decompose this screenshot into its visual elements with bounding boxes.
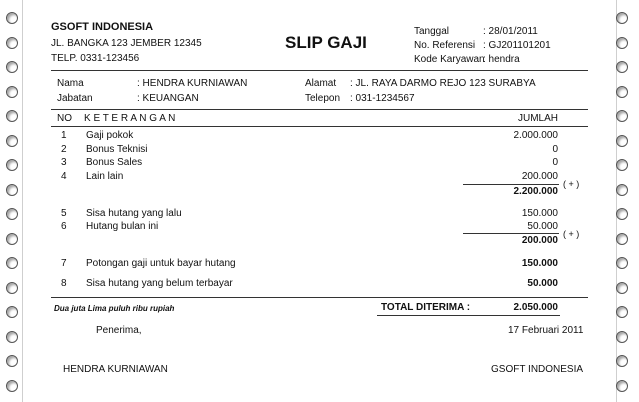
perforation-hole — [616, 135, 628, 147]
receiver-label: Penerima, — [96, 325, 142, 336]
employee-address-label: Alamat — [305, 78, 337, 89]
row-amount: 2.000.000 — [513, 130, 558, 141]
employee-name-label: Nama — [57, 78, 84, 89]
income-total: 2.200.000 — [513, 186, 558, 197]
company-name: GSOFT INDONESIA — [51, 21, 154, 33]
row-desc: Gaji pokok — [86, 130, 134, 141]
employee-name-value: : HENDRA KURNIAWAN — [137, 78, 248, 89]
perforation-hole — [6, 184, 18, 196]
total-value: 2.050.000 — [513, 302, 558, 313]
perforation-hole — [6, 331, 18, 343]
row-desc: Bonus Teknisi — [86, 144, 148, 155]
perforation-hole — [616, 306, 628, 318]
perforation-hole — [616, 331, 628, 343]
row-desc: Hutang bulan ini — [86, 221, 159, 232]
row-no: 6 — [61, 221, 67, 232]
row-amount: 50.000 — [527, 221, 558, 232]
row-no: 1 — [61, 130, 67, 141]
perforation-hole — [6, 135, 18, 147]
perforation-hole — [616, 208, 628, 220]
col-desc-header: K E T E R A N G A N — [84, 113, 176, 124]
employee-address-value: : JL. RAYA DARMO REJO 123 SURABYA — [350, 78, 536, 89]
row-desc: Lain lain — [86, 171, 124, 182]
plus-sign: ( + ) — [563, 179, 580, 189]
perforation-hole — [6, 380, 18, 392]
row-no: 3 — [61, 157, 67, 168]
total-underline — [377, 315, 560, 316]
deduction-no: 7 — [61, 258, 67, 269]
perforation-hole — [616, 86, 628, 98]
perforation-hole — [6, 37, 18, 49]
debt-total: 200.000 — [521, 235, 558, 246]
meta-employee-code-label: Kode Karyawan — [414, 54, 485, 65]
remaining-desc: Sisa hutang yang belum terbayar — [86, 278, 233, 289]
perforation-hole — [6, 86, 18, 98]
perforation-hole — [616, 355, 628, 367]
perforation-hole — [616, 233, 628, 245]
employee-job-value: : KEUANGAN — [137, 93, 199, 104]
perforation-hole — [616, 110, 628, 122]
perforation-hole — [616, 12, 628, 24]
debt-sum-line — [463, 233, 559, 234]
meta-ref-value: : GJ201101201 — [483, 40, 551, 51]
row-amount: 0 — [552, 144, 558, 155]
perforation-hole — [6, 282, 18, 294]
company-phone: TELP. 0331-123456 — [51, 53, 140, 64]
perforation-hole — [6, 159, 18, 171]
perforation-hole — [6, 61, 18, 73]
employee-job-label: Jabatan — [57, 93, 93, 104]
meta-date-value: : 28/01/2011 — [483, 26, 538, 37]
perforation-hole — [616, 61, 628, 73]
amount-in-words: Dua juta Lima puluh ribu rupiah — [54, 304, 175, 313]
perforation-hole — [6, 306, 18, 318]
perforation-hole — [616, 184, 628, 196]
meta-date-label: Tanggal — [414, 26, 450, 37]
deduction-amount: 150.000 — [521, 258, 558, 269]
perforation-hole — [616, 257, 628, 269]
col-amount-header: JUMLAH — [517, 113, 558, 124]
row-amount: 200.000 — [521, 171, 558, 182]
table-header-line — [51, 126, 588, 127]
perforation-hole — [616, 380, 628, 392]
perforation-hole — [616, 37, 628, 49]
row-amount: 150.000 — [521, 208, 558, 219]
perforation-hole — [6, 110, 18, 122]
perforation-hole — [6, 355, 18, 367]
income-sum-line — [463, 184, 559, 185]
meta-employee-code-value: : hendra — [483, 54, 520, 65]
row-no: 4 — [61, 171, 67, 182]
col-no-header: NO — [57, 113, 72, 124]
row-desc: Sisa hutang yang lalu — [86, 208, 182, 219]
header-divider — [51, 70, 588, 71]
remaining-amount: 50.000 — [527, 278, 558, 289]
perforation-hole — [6, 257, 18, 269]
company-address: JL. BANGKA 123 JEMBER 12345 — [51, 38, 202, 49]
row-no: 5 — [61, 208, 67, 219]
perforation-hole — [6, 12, 18, 24]
employee-phone-label: Telepon — [305, 93, 341, 104]
plus-sign: ( + ) — [563, 229, 580, 239]
row-desc: Bonus Sales — [86, 157, 143, 168]
footer-top-line — [51, 297, 588, 298]
remaining-no: 8 — [61, 278, 67, 289]
row-amount: 0 — [552, 157, 558, 168]
issuer-name: GSOFT INDONESIA — [491, 364, 584, 375]
perforation-hole — [616, 159, 628, 171]
slip-title: SLIP GAJI — [285, 33, 367, 52]
perforation-hole — [616, 282, 628, 294]
meta-ref-label: No. Referensi — [414, 40, 476, 51]
row-no: 2 — [61, 144, 67, 155]
perforation-hole — [6, 233, 18, 245]
receiver-name: HENDRA KURNIAWAN — [63, 364, 168, 375]
total-label: TOTAL DITERIMA : — [381, 302, 471, 313]
employee-phone-value: : 031-1234567 — [350, 93, 415, 104]
signature-date: 17 Februari 2011 — [508, 325, 584, 336]
deduction-desc: Potongan gaji untuk bayar hutang — [86, 258, 236, 269]
table-top-line — [51, 109, 588, 110]
perforation-hole — [6, 208, 18, 220]
